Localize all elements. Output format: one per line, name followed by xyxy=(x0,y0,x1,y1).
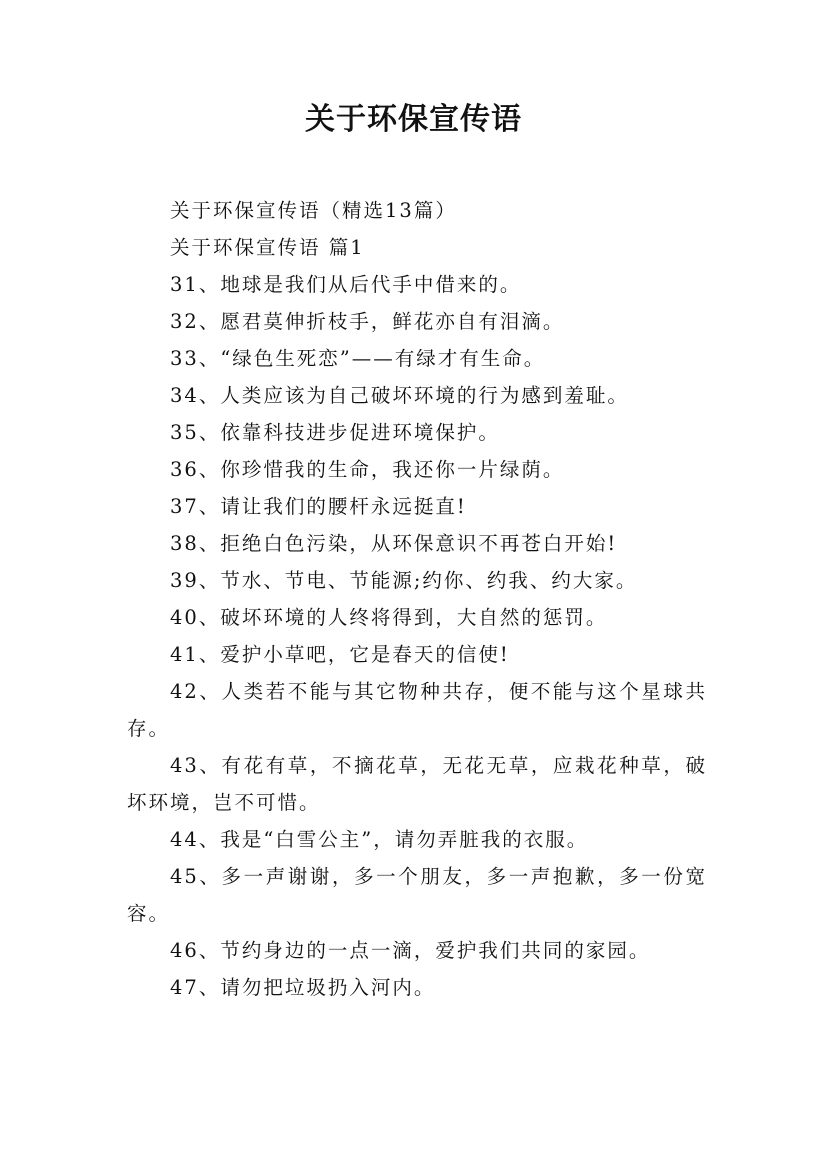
slogan-37: 37、请让我们的腰杆永远挺直! xyxy=(170,495,467,518)
slogan-45: 45、多一声谢谢，多一个朋友，多一声抱歉，多一份宽容。 xyxy=(127,865,707,925)
slogan-41: 41、爱护小草吧，它是春天的信使! xyxy=(170,643,510,666)
slogan-34: 34、人类应该为自己破坏环境的行为感到羞耻。 xyxy=(170,384,629,407)
slogan-42: 42、人类若不能与其它物种共存，便不能与这个星球共存。 xyxy=(127,680,707,740)
slogan-40: 40、破坏环境的人终将得到，大自然的惩罚。 xyxy=(170,606,608,629)
slogan-47: 47、请勿把垃圾扔入河内。 xyxy=(170,976,436,999)
slogan-35: 35、依靠科技进步促进环境保护。 xyxy=(170,421,500,444)
slogan-38: 38、拒绝白色污染，从环保意识不再苍白开始! xyxy=(170,532,618,555)
document-body xyxy=(127,192,707,1006)
slogan-31: 31、地球是我们从后代手中借来的。 xyxy=(170,273,522,296)
slogan-44: 44、我是“白雪公主”，请勿弄脏我的衣服。 xyxy=(170,828,589,851)
slogan-39: 39、节水、节电、节能源;约你、约我、约大家。 xyxy=(170,569,638,592)
paragraph-section-heading: 关于环保宣传语 篇1 xyxy=(170,236,365,259)
slogan-46: 46、节约身边的一点一滴，爱护我们共同的家园。 xyxy=(170,939,651,962)
slogan-33: 33、“绿色生死恋”——有绿才有生命。 xyxy=(170,347,546,370)
slogan-36: 36、你珍惜我的生命，我还你一片绿荫。 xyxy=(170,458,565,481)
slogan-32: 32、愿君莫伸折枝手，鲜花亦自有泪滴。 xyxy=(170,310,565,333)
slogan-43: 43、有花有草，不摘花草，无花无草，应栽花种草，破坏环境，岂不可惜。 xyxy=(127,754,707,814)
document-title: 关于环保宣传语 xyxy=(305,102,522,137)
paragraph-subtitle: 关于环保宣传语（精选13篇） xyxy=(170,199,457,222)
